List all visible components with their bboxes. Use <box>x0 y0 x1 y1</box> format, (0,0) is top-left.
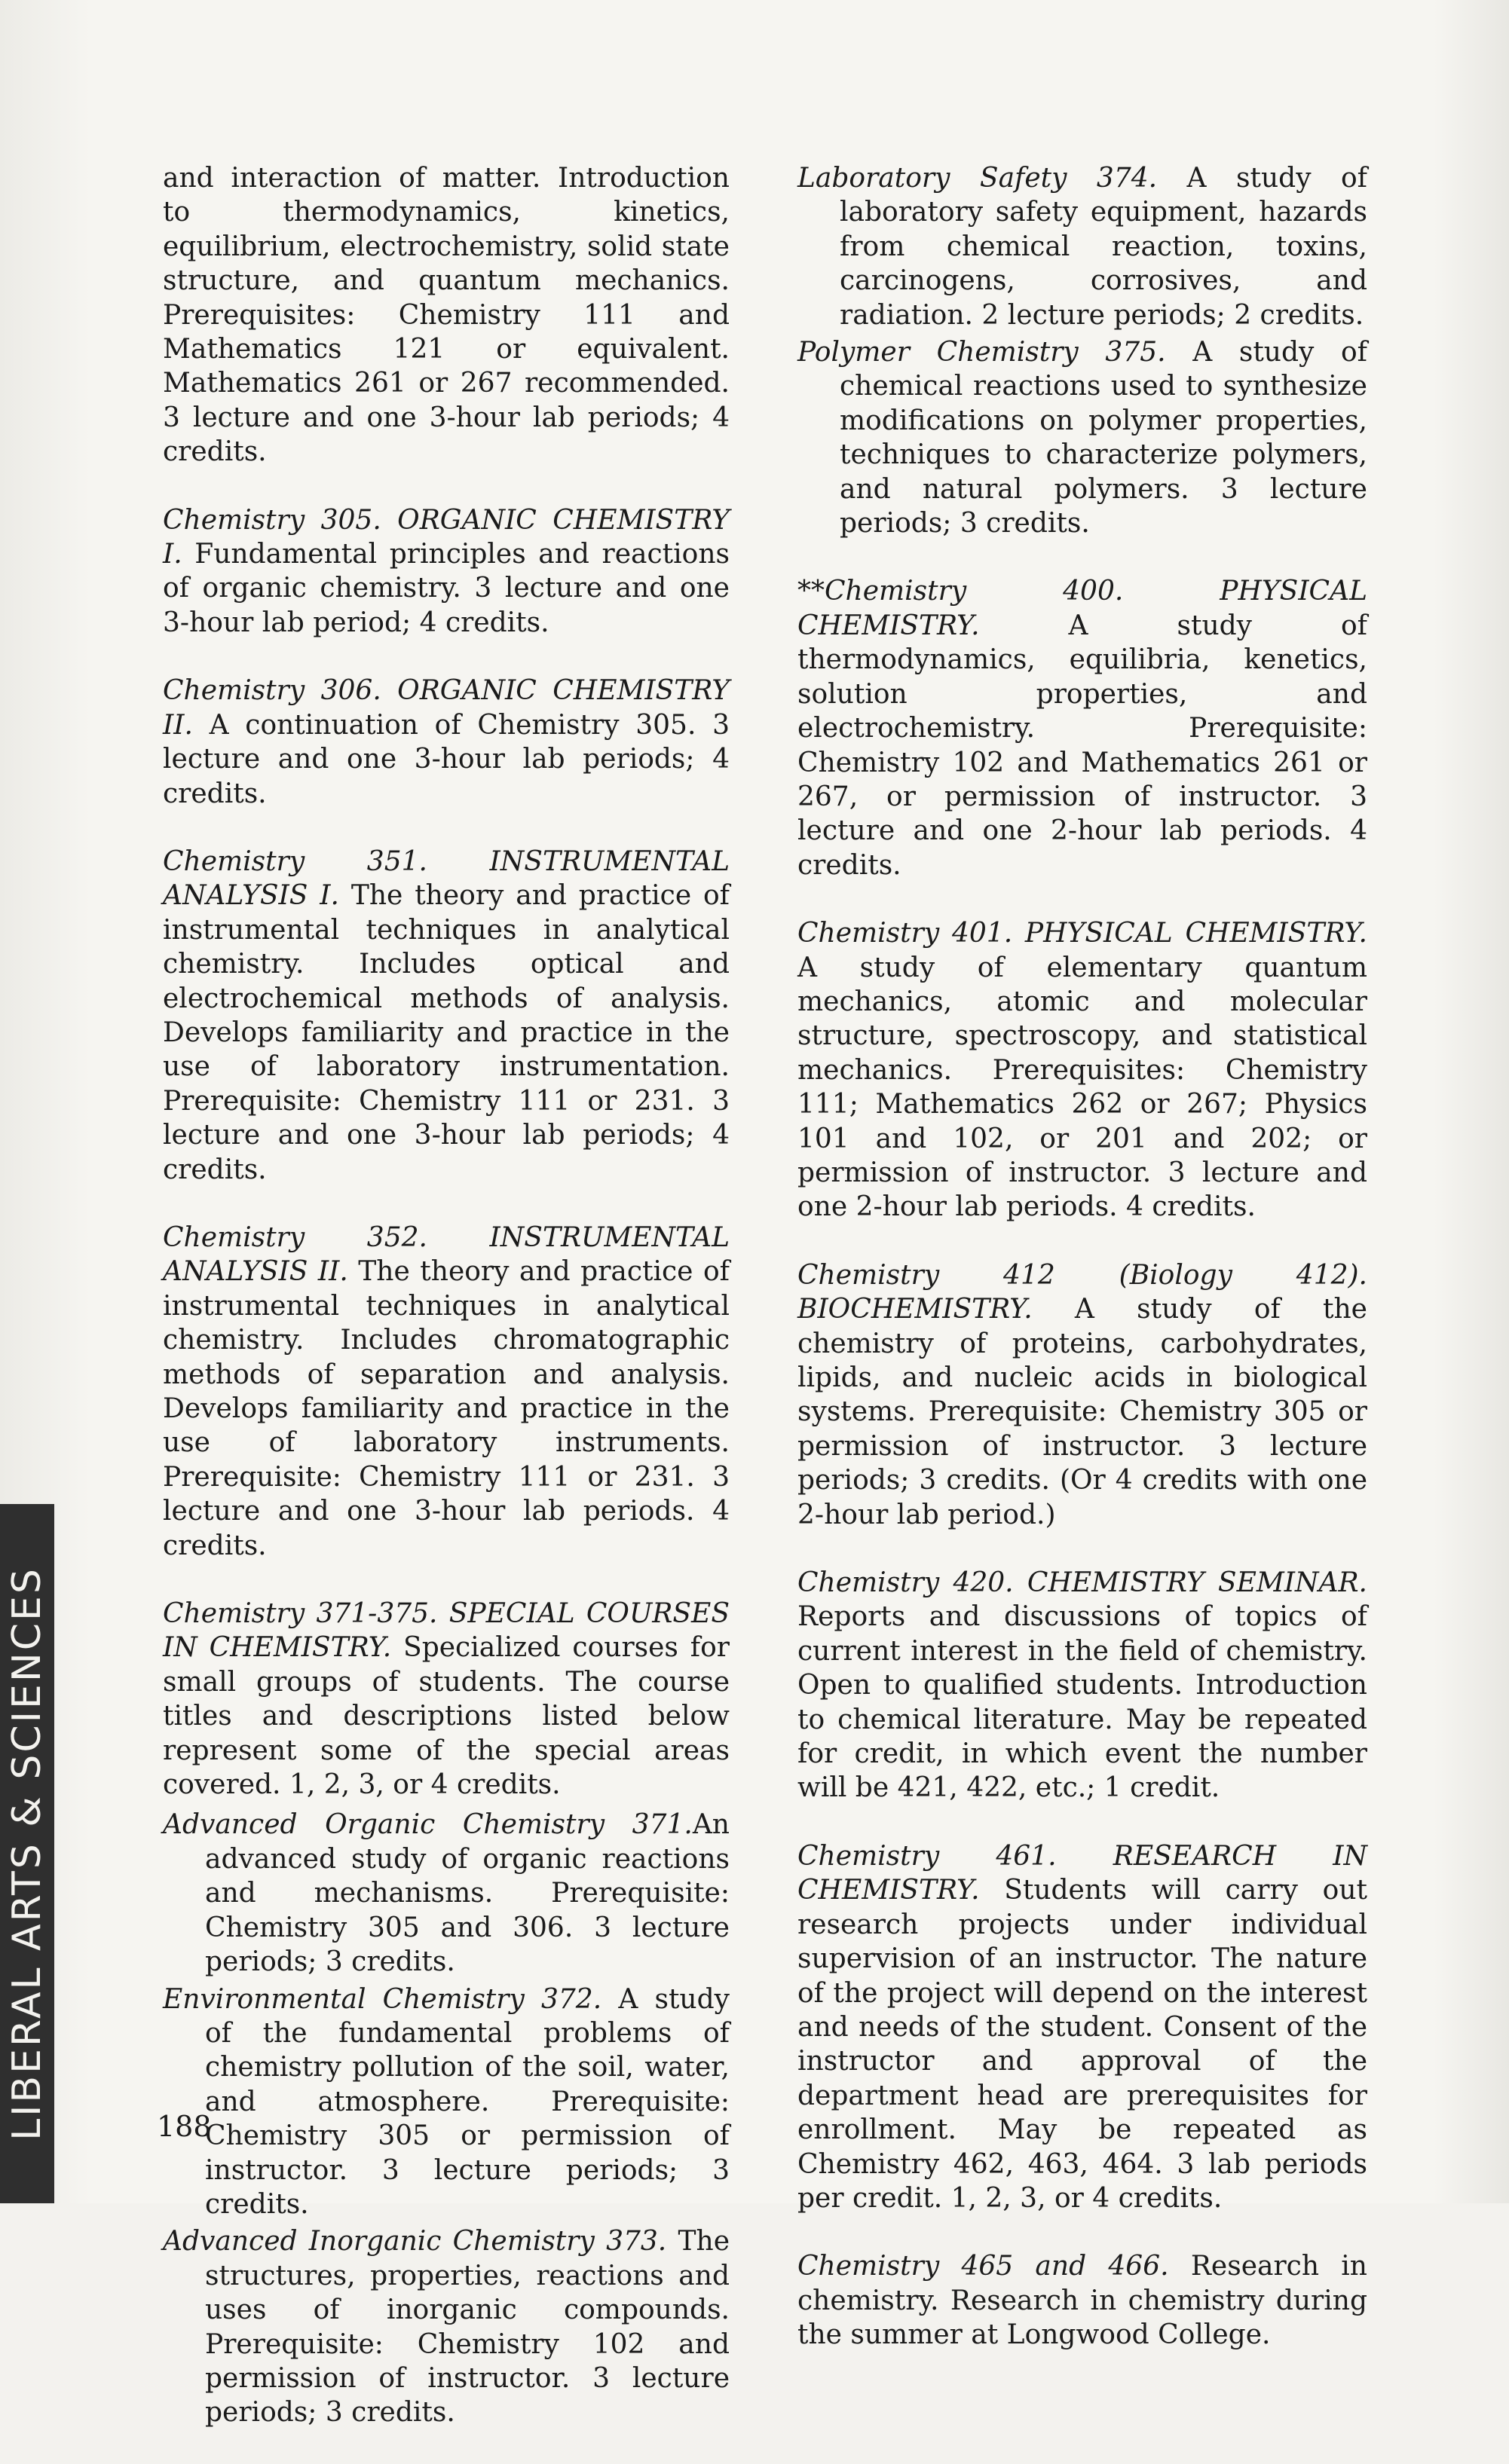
special-course-374 <box>797 161 1367 332</box>
course-chemistry-420 <box>797 1566 1367 1805</box>
course-description: An advanced study of organic reactions and mechanisms. Prerequisite: Chemistry 305 and 306. 3 lecture periods; 3 credits. <box>205 1809 730 1978</box>
course-heading: Chemistry 461. RESEARCH IN CHEMISTRY. <box>797 1840 1367 1906</box>
course-heading: Advanced Inorganic Chemistry 373. <box>163 2226 667 2258</box>
course-description: A study of the fundamental problems of chemistry pollution of the soil, water, and atmosphere. Prerequisite: Chemistry 305 or permission of instructor. 3 lecture periods; 3 credits. <box>205 1983 730 2220</box>
course-heading: Chemistry 401. PHYSICAL CHEMISTRY. <box>797 918 1367 949</box>
right-column <box>797 161 1367 2386</box>
left-column <box>163 161 730 2464</box>
course-description: A study of chemical reactions used to synthesize modifications on polymer properties, techniques to characterize polymers, and natural polymers. 3 lecture periods; 3 credits. <box>840 337 1367 540</box>
special-course-372 <box>163 1983 730 2222</box>
course-description: A study of the chemistry of proteins, carbohydrates, lipids, and nucleic acids in biological systems. Prerequisite: Chemistry 305 or permission of instructor. 3 lecture periods; 3 credits. (Or 4 credits with one 2-hour lab period.) <box>797 1294 1367 1530</box>
course-heading: Advanced Organic Chemistry 371. <box>163 1809 693 1841</box>
course-heading: Polymer Chemistry 375. <box>797 337 1166 368</box>
course-description: A study of thermodynamics, equilibria, kenetics, solution properties, and electrochemistry. Prerequisite: Chemistry 102 and Mathematics 261 or 267, or permission of instructor. 3 lecture and one 2-hour lab periods. 4 credits. <box>797 610 1367 881</box>
course-heading: Laboratory Safety 374. <box>797 163 1158 194</box>
course-heading: Chemistry 412 (Biology 412). BIOCHEMISTRY. <box>797 1259 1367 1325</box>
course-chemistry-306 <box>163 674 730 811</box>
course-description: A study of elementary quantum mechanics, atomic and molecular structure, spectroscopy, and statistical mechanics. Prerequisites: Chemistry 111; Mathematics 262 or 267; Physics 101 and 102, or 201 and 202; or permission of instructor. 3 lecture and one 2-hour lab periods. 4 credits. <box>797 952 1367 1223</box>
course-description: The structures, properties, reactions and uses of inorganic compounds. Prerequisite: Chemistry 102 and permission of instructor. 3 lecture periods; 3 credits. <box>205 2226 730 2429</box>
course-chemistry-305 <box>163 503 730 640</box>
special-course-371 <box>163 1808 730 1979</box>
course-chemistry-351 <box>163 845 730 1187</box>
course-description: The theory and practice of instrumental techniques in analytical chemistry. Includes optical and electrochemical methods of analysis. Develops familiarity and practice in the use of laboratory instrumentation. Prerequisite: Chemistry 111 or 231. 3 lecture and one 3-hour lab periods; 4 credits. <box>163 880 730 1185</box>
course-heading: Chemistry 352. INSTRUMENTAL ANALYSIS II. <box>163 1221 730 1288</box>
course-heading: Chemistry 351. INSTRUMENTAL ANALYSIS I. <box>163 845 730 912</box>
page-number: 188 <box>157 2110 212 2143</box>
course-heading: **Chemistry 400. PHYSICAL CHEMISTRY. <box>797 576 1367 641</box>
course-description: Fundamental principles and reactions of organic chemistry. 3 lecture and one 3-hour lab period; 4 credits. <box>163 539 730 638</box>
course-description: Specialized courses for small groups of students. The course titles and descriptions listed below represent some of the special areas covered. 1, 2, 3, or 4 credits. <box>163 1632 730 1801</box>
course-description: A study of laboratory safety equipment, hazards from chemical reaction, toxins, carcinogens, corrosives, and radiation. 2 lecture periods; 2 credits. <box>840 163 1367 331</box>
course-chemistry-412 <box>797 1258 1367 1532</box>
course-chemistry-371-375 <box>163 1597 730 1802</box>
course-continuation-text: and interaction of matter. Introduction to thermodynamics, kinetics, equilibrium, electrochemistry, solid state structure, and quantum mechanics. Prerequisites: Chemistry 111 and Mathematics 121 or equivalent. Mathematics 261 or 267 recommended. 3 lecture and one 3-hour lab periods; 4 credits. <box>163 163 730 468</box>
special-course-373 <box>163 2224 730 2429</box>
course-chemistry-352 <box>163 1221 730 1563</box>
course-chemistry-401 <box>797 916 1367 1224</box>
course-description: The theory and practice of instrumental techniques in analytical chemistry. Includes chromatographic methods of separation and analysis. Develops familiarity and practice in the use of laboratory instruments. Prerequisite: Chemistry 111 or 231. 3 lecture and one 3-hour lab periods. 4 credits. <box>163 1256 730 1561</box>
course-description: Students will carry out research projects under individual supervision of an instructor. The nature of the project will depend on the interest and needs of the student. Consent of the instructor and approval of the department head are prerequisites for enrollment. May be repeated as Chemistry 462, 463, 464. 3 lab periods per credit. 1, 2, 3, or 4 credits. <box>797 1875 1367 2214</box>
course-chemistry-400 <box>797 574 1367 882</box>
course-chemistry-465-466 <box>797 2249 1367 2352</box>
special-course-375 <box>797 335 1367 540</box>
course-heading: Chemistry 306. ORGANIC CHEMISTRY II. <box>163 675 730 741</box>
course-description: Reports and discussions of topics of current interest in the field of chemistry. Open to qualified students. Introduction to chemical literature. May be repeated for credit, in which event the number will be 421, 422, etc.; 1 credit. <box>797 1601 1367 1804</box>
course-description: A continuation of Chemistry 305. 3 lecture and one 3-hour lab periods; 4 credits. <box>163 709 730 809</box>
course-heading: Chemistry 465 and 466. <box>797 2251 1169 2282</box>
course-heading: Chemistry 420. CHEMISTRY SEMINAR. <box>797 1567 1367 1599</box>
course-description: Research in chemistry. Research in chemistry during the summer at Longwood College. <box>797 2251 1367 2351</box>
course-heading: Chemistry 305. ORGANIC CHEMISTRY I. <box>163 504 730 570</box>
course-chemistry-461 <box>797 1839 1367 2215</box>
course-heading: Environmental Chemistry 372. <box>163 1983 602 2015</box>
course-heading: Chemistry 371-375. SPECIAL COURSES IN CHEMISTRY. <box>163 1598 730 1664</box>
section-side-tab-label: LIBERAL ARTS & SCIENCES <box>5 1567 50 2141</box>
